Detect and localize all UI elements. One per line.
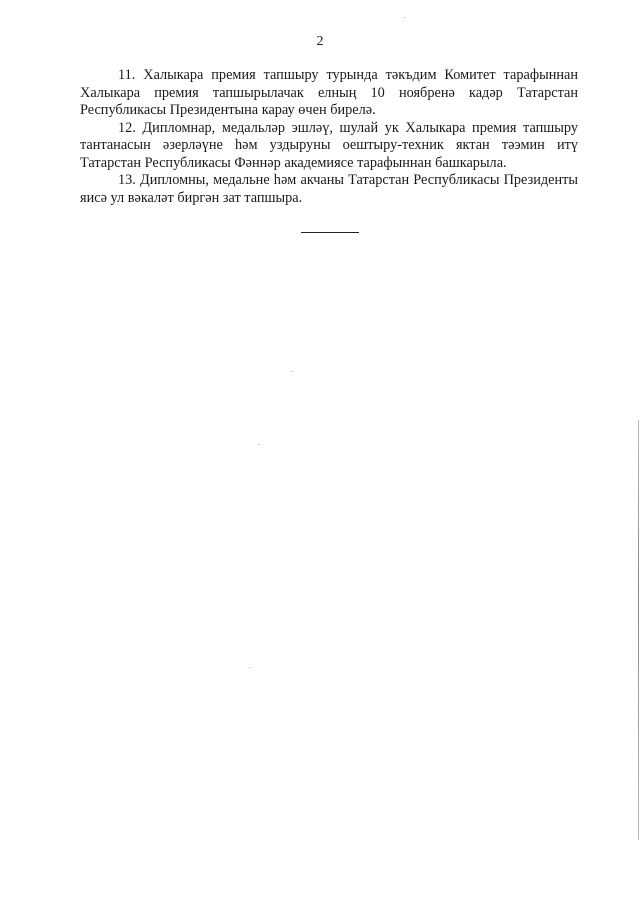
paragraph-13: 13. Дипломны, медальне һәм акчаны Татарстан Республикасы Президенты яисә ул вәкаләт биргән зат тапшыра. — [80, 172, 578, 206]
scan-speck — [404, 17, 405, 18]
paragraph-12: 12. Дипломнар, медальләр эшләү, шулай ук Халыкара премия тапшыру тантанасын әзерләүне һәм уздыруны оештыру-техник яктан тәэмин итү Татарстан Республикасы Фәннәр академиясе тарафыннан башкарыла. — [80, 119, 578, 171]
paragraph-11: 11. Халыкара премия тапшыру турында тәкъдим Комитет тарафыннан Халыкара премия тапшырылачак елның 10 ноябренә кадәр Татарстан Республикасы Президентына карау өчен бирелә. — [80, 67, 578, 118]
scan-speck — [258, 444, 259, 445]
scan-edge-artifact — [638, 420, 639, 840]
document-body — [80, 67, 578, 207]
scan-speck — [291, 371, 292, 372]
page-number: 2 — [316, 34, 324, 49]
scan-speck — [249, 667, 250, 668]
closing-rule — [301, 232, 359, 233]
